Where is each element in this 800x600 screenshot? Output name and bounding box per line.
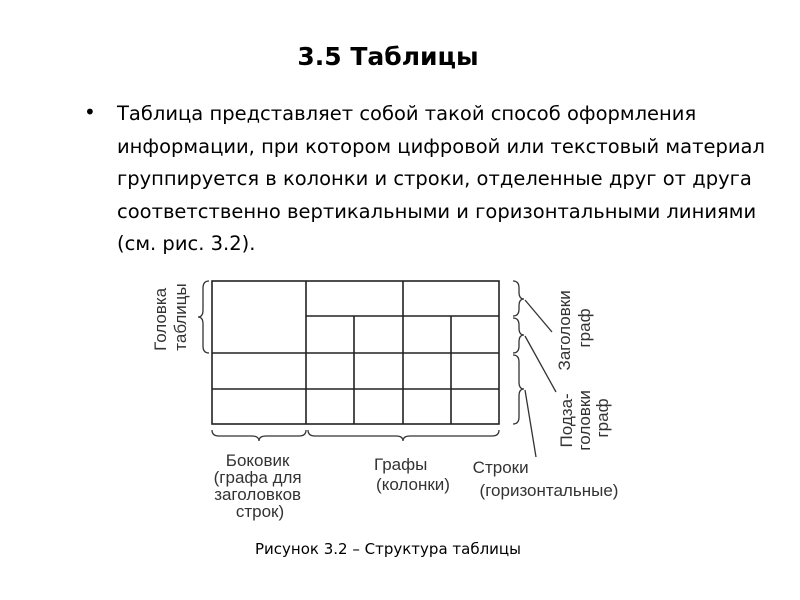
- figure-caption: Рисунок 3.2 – Структура таблицы: [255, 540, 521, 558]
- braces: [198, 281, 556, 457]
- brace-stub: [212, 430, 306, 441]
- label-stub: Боковик (графа для заголовков строк): [213, 451, 302, 521]
- leader-subheaders: [525, 336, 556, 392]
- brace-column-headers: [513, 281, 524, 316]
- label-subheaders: Подза- головки граф: [557, 390, 612, 451]
- brace-columns: [308, 430, 499, 441]
- brace-rows: [513, 355, 524, 424]
- label-head: Головка таблицы: [151, 283, 190, 351]
- label-columns: Графы (колонки): [373, 455, 450, 494]
- table-grid: [212, 281, 499, 424]
- body-paragraph: Таблица представляет собой такой способ оформления информации, при котором цифровой или текстовый материал группируется в колонки и строки, отделенные друг от друга соответственно вертикальными и горизонтальными линиями (см. рис. 3.2).: [117, 102, 765, 255]
- leader-rows: [525, 390, 536, 457]
- bullet-marker: •: [84, 100, 96, 124]
- slide-title: 3.5 Таблицы: [297, 42, 479, 71]
- label-rows: Строки (горизонтальные): [472, 458, 619, 500]
- leader-column-headers: [525, 300, 552, 332]
- label-column-headers: Заголовки граф: [555, 290, 594, 371]
- brace-head: [198, 281, 209, 353]
- brace-subheaders: [513, 318, 524, 353]
